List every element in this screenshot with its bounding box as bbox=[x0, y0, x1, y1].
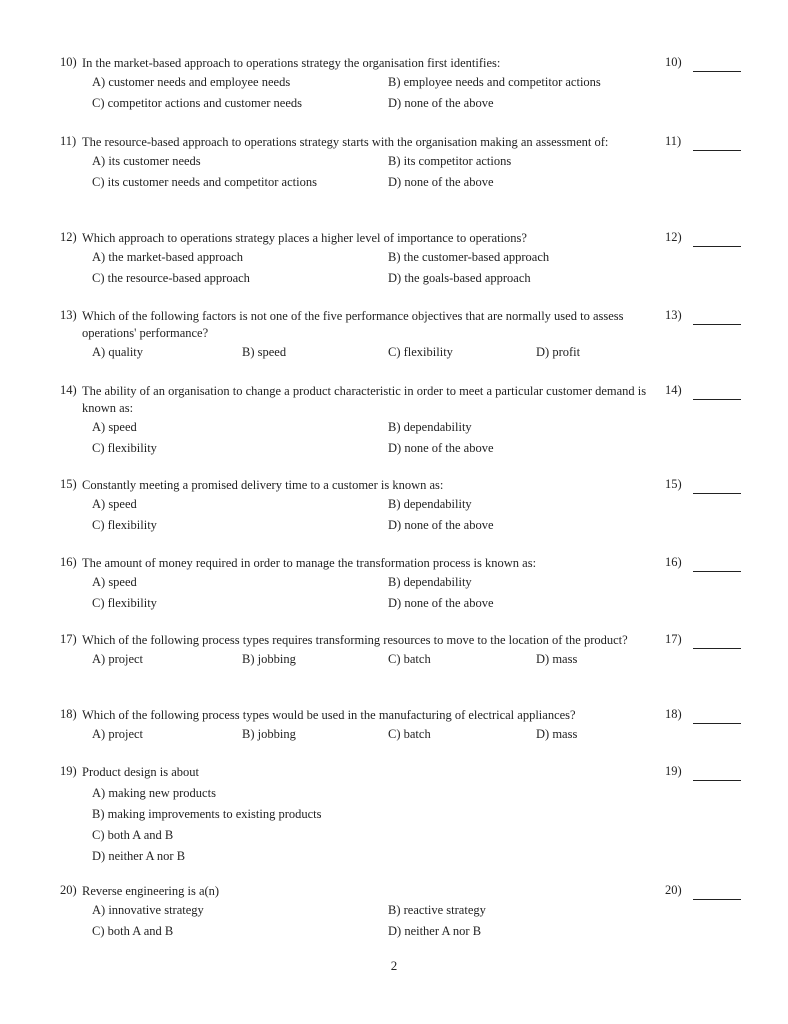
answer-line bbox=[693, 780, 741, 781]
option-b: B) the customer-based approach bbox=[388, 250, 550, 264]
question-number: 20) bbox=[60, 883, 77, 897]
answer-blank[interactable] bbox=[665, 383, 745, 398]
answer-number: 11) bbox=[665, 134, 682, 148]
question-number: 14) bbox=[60, 383, 77, 397]
answer-blank[interactable] bbox=[665, 707, 745, 722]
question-text: Constantly meeting a promised delivery time to a customer is known as: bbox=[82, 478, 444, 492]
question-number: 18) bbox=[60, 707, 77, 721]
question-20 bbox=[60, 883, 740, 942]
option-b: B) employee needs and competitor actions bbox=[388, 75, 601, 89]
question-11 bbox=[60, 134, 740, 193]
option-b: B) dependability bbox=[388, 575, 472, 589]
answer-number: 14) bbox=[665, 383, 682, 397]
question-text: Which of the following process types requires transforming resources to move to the location of the product? bbox=[82, 633, 628, 647]
answer-blank[interactable] bbox=[665, 632, 745, 647]
answer-line bbox=[693, 324, 741, 325]
option-c: C) its customer needs and competitor actions bbox=[92, 175, 317, 189]
question-number: 17) bbox=[60, 632, 77, 646]
question-16 bbox=[60, 555, 740, 614]
question-number: 13) bbox=[60, 308, 77, 322]
option-b: B) dependability bbox=[388, 420, 472, 434]
option-a: A) the market-based approach bbox=[92, 250, 243, 264]
answer-blank[interactable] bbox=[665, 555, 745, 570]
question-10 bbox=[60, 55, 740, 114]
question-text: In the market-based approach to operations strategy the organisation first identifies: bbox=[82, 56, 501, 70]
question-text: Which of the following factors is not one of the five performance objectives that are normally used to assess operations' performance? bbox=[82, 309, 624, 340]
question-text: Product design is about bbox=[82, 765, 200, 779]
question-number: 10) bbox=[60, 55, 77, 69]
option-a: A) customer needs and employee needs bbox=[92, 75, 291, 89]
option-d: D) none of the above bbox=[388, 175, 494, 189]
answer-number: 12) bbox=[665, 230, 682, 244]
option-c: C) batch bbox=[388, 652, 431, 666]
option-c: C) flexibility bbox=[92, 596, 157, 610]
page-number: 2 bbox=[390, 958, 398, 973]
answer-blank[interactable] bbox=[665, 134, 745, 149]
option-a: A) quality bbox=[92, 345, 144, 359]
option-d: D) none of the above bbox=[388, 596, 494, 610]
question-text: Which approach to operations strategy places a higher level of importance to operations? bbox=[82, 231, 527, 245]
option-c: C) flexibility bbox=[92, 441, 157, 455]
answer-blank[interactable] bbox=[665, 883, 745, 898]
question-14 bbox=[60, 383, 740, 459]
question-17 bbox=[60, 632, 740, 670]
option-c: C) flexibility bbox=[92, 518, 157, 532]
option-a: A) its customer needs bbox=[92, 154, 201, 168]
option-b: B) speed bbox=[242, 345, 287, 359]
question-text: Which of the following process types would be used in the manufacturing of electrical appliances? bbox=[82, 708, 576, 722]
option-b: B) its competitor actions bbox=[388, 154, 512, 168]
option-b: B) making improvements to existing products bbox=[92, 807, 322, 821]
question-text: The resource-based approach to operations strategy starts with the organisation making an assessment of: bbox=[82, 135, 609, 149]
option-d: D) mass bbox=[536, 727, 578, 741]
option-b: B) dependability bbox=[388, 497, 472, 511]
answer-number: 10) bbox=[665, 55, 682, 69]
question-19 bbox=[60, 764, 740, 867]
question-number: 12) bbox=[60, 230, 77, 244]
question-number: 19) bbox=[60, 764, 77, 778]
option-a: A) project bbox=[92, 727, 144, 741]
answer-number: 16) bbox=[665, 555, 682, 569]
answer-number: 17) bbox=[665, 632, 682, 646]
option-b: B) reactive strategy bbox=[388, 903, 486, 917]
option-c: C) batch bbox=[388, 727, 431, 741]
question-number: 16) bbox=[60, 555, 77, 569]
option-c: C) competitor actions and customer needs bbox=[92, 96, 303, 110]
option-c: C) flexibility bbox=[388, 345, 453, 359]
question-text: The ability of an organisation to change a product characteristic in order to meet a particular customer demand is known as: bbox=[82, 384, 647, 415]
answer-blank[interactable] bbox=[665, 55, 745, 70]
option-a: A) speed bbox=[92, 420, 137, 434]
option-d: D) none of the above bbox=[388, 441, 494, 455]
answer-blank[interactable] bbox=[665, 308, 745, 323]
answer-blank[interactable] bbox=[665, 477, 745, 492]
option-d: D) the goals-based approach bbox=[388, 271, 531, 285]
option-a: A) speed bbox=[92, 575, 137, 589]
answer-number: 19) bbox=[665, 764, 682, 778]
question-number: 11) bbox=[60, 134, 77, 148]
option-c: C) the resource-based approach bbox=[92, 271, 250, 285]
question-15 bbox=[60, 477, 740, 536]
answer-blank[interactable] bbox=[665, 230, 745, 245]
answer-number: 18) bbox=[665, 707, 682, 721]
question-18 bbox=[60, 707, 740, 745]
option-b: B) jobbing bbox=[242, 652, 296, 666]
question-13 bbox=[60, 308, 740, 363]
answer-line bbox=[693, 399, 741, 400]
answer-blank[interactable] bbox=[665, 764, 745, 779]
question-number: 15) bbox=[60, 477, 77, 491]
question-text: Reverse engineering is a(n) bbox=[82, 884, 220, 898]
question-text: The amount of money required in order to manage the transformation process is known as: bbox=[82, 556, 537, 570]
option-a: A) innovative strategy bbox=[92, 903, 204, 917]
question-12 bbox=[60, 230, 740, 289]
option-d: D) mass bbox=[536, 652, 578, 666]
option-d: D) none of the above bbox=[388, 518, 494, 532]
option-b: B) jobbing bbox=[242, 727, 296, 741]
option-c: C) both A and B bbox=[92, 828, 174, 842]
option-a: A) speed bbox=[92, 497, 137, 511]
option-d: D) none of the above bbox=[388, 96, 494, 110]
answer-number: 15) bbox=[665, 477, 682, 491]
option-d: D) neither A nor B bbox=[388, 924, 482, 938]
option-d: D) neither A nor B bbox=[92, 849, 186, 863]
option-a: A) project bbox=[92, 652, 144, 666]
answer-number: 13) bbox=[665, 308, 682, 322]
option-d: D) profit bbox=[536, 345, 581, 359]
answer-number: 20) bbox=[665, 883, 682, 897]
option-a: A) making new products bbox=[92, 786, 216, 800]
option-c: C) both A and B bbox=[92, 924, 174, 938]
